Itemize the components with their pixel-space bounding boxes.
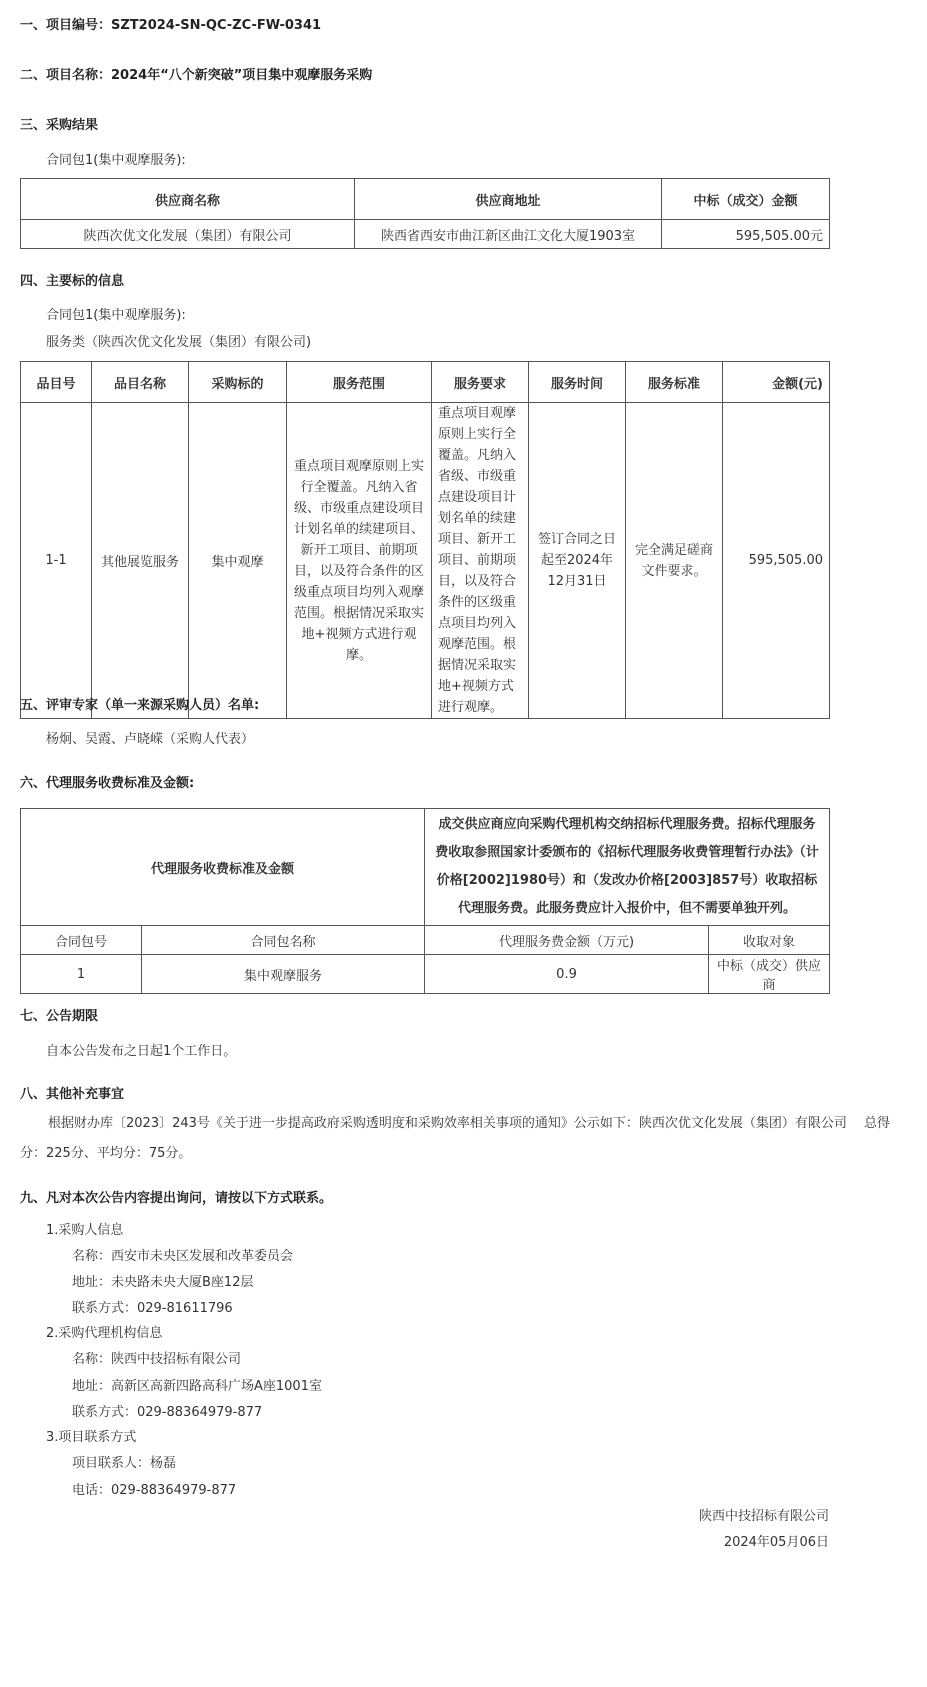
header-fee-payer: 收取对象 xyxy=(709,926,830,955)
header-supplier-address: 供应商地址 xyxy=(355,179,662,220)
header-item-code: 品目号 xyxy=(21,362,92,403)
section-notice-period-title: 七、公告期限 xyxy=(20,1009,99,1024)
header-supplier-name: 供应商名称 xyxy=(21,179,355,220)
supplementary-text: 根据财办库〔2023〕243号《关于进一步提高政府采购透明度和采购效率相关事项的通知》公示如下：陕西次优文化发展（集团）有限公司 总得分：225分、平均分：75分。 xyxy=(20,1116,891,1161)
project-number-value: SZT2024-SN-QC-ZC-FW-0341 xyxy=(111,18,322,33)
section-contact-title: 九、凡对本次公告内容提出询问，请按以下方式联系。 xyxy=(20,1191,333,1206)
table-row xyxy=(21,955,830,994)
header-award-amount: 中标（成交）金额 xyxy=(662,179,830,220)
package-number: 1 xyxy=(21,955,142,994)
result-package-label: 合同包1(集中观摩服务): xyxy=(46,153,186,168)
supplier-address: 陕西省西安市曲江新区曲江文化大厦1903室 xyxy=(355,220,662,249)
item-amount: 595,505.00 xyxy=(723,403,830,719)
table-row xyxy=(21,220,830,249)
header-requirement: 服务要求 xyxy=(432,362,529,403)
project-name xyxy=(20,64,372,83)
project-name-label: 二、项目名称： xyxy=(20,68,112,83)
items-table xyxy=(20,361,830,719)
agent-phone: 联系方式：029-88364979-877 xyxy=(72,1405,263,1420)
header-target: 采购标的 xyxy=(189,362,287,403)
section-procurement-result-title: 三、采购结果 xyxy=(20,118,99,133)
table-header-row xyxy=(21,926,830,955)
buyer-name: 名称：西安市未央区发展和改革委员会 xyxy=(72,1249,294,1264)
contact-person: 项目联系人：杨磊 xyxy=(72,1456,177,1471)
buyer-phone: 联系方式：029-81611796 xyxy=(72,1301,233,1316)
agency-fee-table xyxy=(20,808,830,994)
header-fee-amount: 代理服务费金额（万元) xyxy=(425,926,709,955)
contact-phone: 电话：029-88364979-877 xyxy=(72,1483,237,1498)
item-name: 其他展览服务 xyxy=(92,403,189,719)
section-experts-title: 五、评审专家（单一来源采购人员）名单: xyxy=(20,698,260,713)
header-package-name: 合同包名称 xyxy=(142,926,425,955)
notice-period-text: 自本公告发布之日起1个工作日。 xyxy=(46,1044,237,1059)
buyer-address: 地址：未央路未央大厦B座12层 xyxy=(72,1275,254,1290)
result-table xyxy=(20,178,830,249)
agent-address: 地址：高新区高新四路高科广场A座1001室 xyxy=(72,1379,322,1394)
item-scope: 重点项目观摩原则上实行全覆盖。凡纳入省级、市级重点建设项目计划名单的续建项目、新开工项目、前期项目，以及符合条件的区级重点项目均列入观摩范围。根据情况采取实地+视频方式进行观摩。 xyxy=(287,403,432,719)
item-standard: 完全满足磋商文件要求。 xyxy=(626,403,723,719)
project-number-label: 一、项目编号： xyxy=(20,18,112,33)
item-requirement: 重点项目观摩原则上实行全覆盖。凡纳入省级、市级重点建设项目计划名单的续建项目、新开工项目、前期项目，以及符合条件的区级重点项目均列入观摩范围。根据情况采取实地+视频方式进行观摩。 xyxy=(432,403,529,719)
fee-standard-description: 成交供应商应向采购代理机构交纳招标代理服务费。招标代理服务费收取参照国家计委颁布的《招标代理服务收费管理暂行办法》（计价格[2002]1980号）和（发改办价格[2003]857号）收取招标代理服务费。此服务费应计入报价中，但不需要单独开列。 xyxy=(425,809,830,926)
table-header-row xyxy=(21,179,830,220)
table-header-row xyxy=(21,362,830,403)
footer-date: 2024年05月06日 xyxy=(723,1535,829,1550)
footer-org: 陕西中技招标有限公司 xyxy=(698,1509,829,1524)
agent-name: 名称：陕西中技招标有限公司 xyxy=(72,1352,242,1367)
header-standard: 服务标准 xyxy=(626,362,723,403)
item-target: 集中观摩 xyxy=(189,403,287,719)
project-number xyxy=(20,14,321,33)
header-service-time: 服务时间 xyxy=(529,362,626,403)
item-code: 1-1 xyxy=(21,403,92,719)
fee-standard-label: 代理服务收费标准及金额 xyxy=(21,809,425,926)
header-item-name: 品目名称 xyxy=(92,362,189,403)
section-main-items-title: 四、主要标的信息 xyxy=(20,274,125,289)
section-agency-fee-title: 六、代理服务收费标准及金额: xyxy=(20,776,195,791)
contact-info-title: 3.项目联系方式 xyxy=(46,1430,137,1445)
experts-names: 杨炯、吴霞、卢晓嵘（采购人代表） xyxy=(46,732,255,747)
buyer-info-title: 1.采购人信息 xyxy=(46,1223,124,1238)
table-row xyxy=(21,403,830,719)
fee-payer: 中标（成交）供应商 xyxy=(709,955,830,994)
supplier-name: 陕西次优文化发展（集团）有限公司 xyxy=(21,220,355,249)
section-supplementary-title: 八、其他补充事宜 xyxy=(20,1087,125,1102)
package-name: 集中观摩服务 xyxy=(142,955,425,994)
header-package-number: 合同包号 xyxy=(21,926,142,955)
fee-standard-row xyxy=(21,809,830,926)
items-category-label: 服务类（陕西次优文化发展（集团）有限公司) xyxy=(46,335,312,350)
agent-info-title: 2.采购代理机构信息 xyxy=(46,1326,163,1341)
item-service-time: 签订合同之日起至2024年12月31日 xyxy=(529,403,626,719)
header-amount: 金额(元) xyxy=(723,362,830,403)
project-name-value: 2024年“八个新突破”项目集中观摩服务采购 xyxy=(111,68,373,83)
items-package-label: 合同包1(集中观摩服务): xyxy=(46,308,186,323)
header-scope: 服务范围 xyxy=(287,362,432,403)
fee-amount: 0.9 xyxy=(425,955,709,994)
award-amount: 595,505.00元 xyxy=(662,220,830,249)
